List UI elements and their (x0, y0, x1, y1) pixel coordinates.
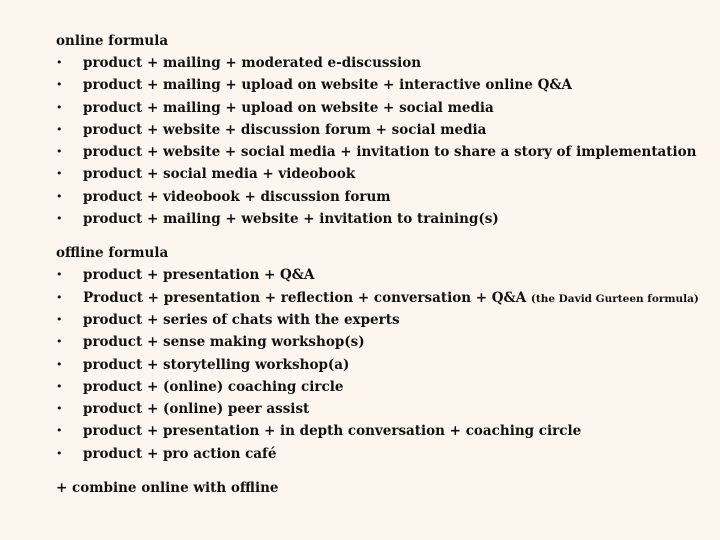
list-item: • product + videobook + discussion forum (56, 186, 716, 208)
offline-formula-list (56, 264, 716, 465)
bullet-icon: • (56, 379, 63, 393)
list-item: • product + pro action café (56, 443, 716, 465)
list-item: • product + mailing + moderated e-discussion (56, 52, 716, 74)
list-item: • product + sense making workshop(s) (56, 331, 716, 353)
slide-content (56, 30, 716, 499)
list-item: • Product + presentation + reflection + conversation + Q&A (the David Gurteen formula) (56, 287, 716, 309)
list-item: • product + presentation + Q&A (56, 264, 716, 286)
bullet-icon: • (56, 446, 63, 460)
combine-footer-text: + combine online with offline (56, 480, 279, 497)
list-item: • product + mailing + upload on website + interactive online Q&A (56, 74, 716, 96)
bullet-icon: • (56, 357, 63, 371)
list-item: • product + mailing + upload on website + social media (56, 97, 716, 119)
formula-attribution-note: (the David Gurteen formula) (530, 292, 699, 305)
bullet-icon: • (56, 56, 63, 69)
bullet-icon: • (56, 290, 63, 304)
list-item: • product + mailing + website + invitation to training(s) (56, 208, 716, 230)
bullet-icon: • (56, 167, 63, 181)
online-formula-heading: online formula (56, 33, 169, 49)
bullet-icon: • (56, 402, 63, 416)
bullet-icon: • (56, 424, 63, 438)
list-item: • product + social media + videobook (56, 163, 716, 185)
bullet-icon: • (56, 145, 63, 159)
list-item: • product + storytelling workshop(a) (56, 354, 716, 376)
bullet-icon: • (56, 335, 63, 349)
list-item: • product + (online) coaching circle (56, 376, 716, 398)
bullet-icon: • (56, 312, 63, 326)
section-spacer (56, 230, 716, 242)
list-item: • product + website + discussion forum + social media (56, 119, 716, 141)
offline-formula-heading: offline formula (56, 245, 169, 262)
list-item: • product + (online) peer assist (56, 398, 716, 420)
bullet-icon: • (56, 122, 63, 136)
bullet-icon: • (56, 189, 63, 203)
bullet-icon: • (56, 212, 63, 226)
list-item: • product + website + social media + invitation to share a story of implementation (56, 141, 716, 163)
list-item: • product + series of chats with the experts (56, 309, 716, 331)
bullet-icon: • (56, 78, 63, 92)
online-formula-list (56, 52, 716, 230)
bullet-icon: • (56, 100, 63, 114)
list-item: • product + presentation + in depth conversation + coaching circle (56, 420, 716, 442)
bullet-icon: • (56, 268, 63, 282)
